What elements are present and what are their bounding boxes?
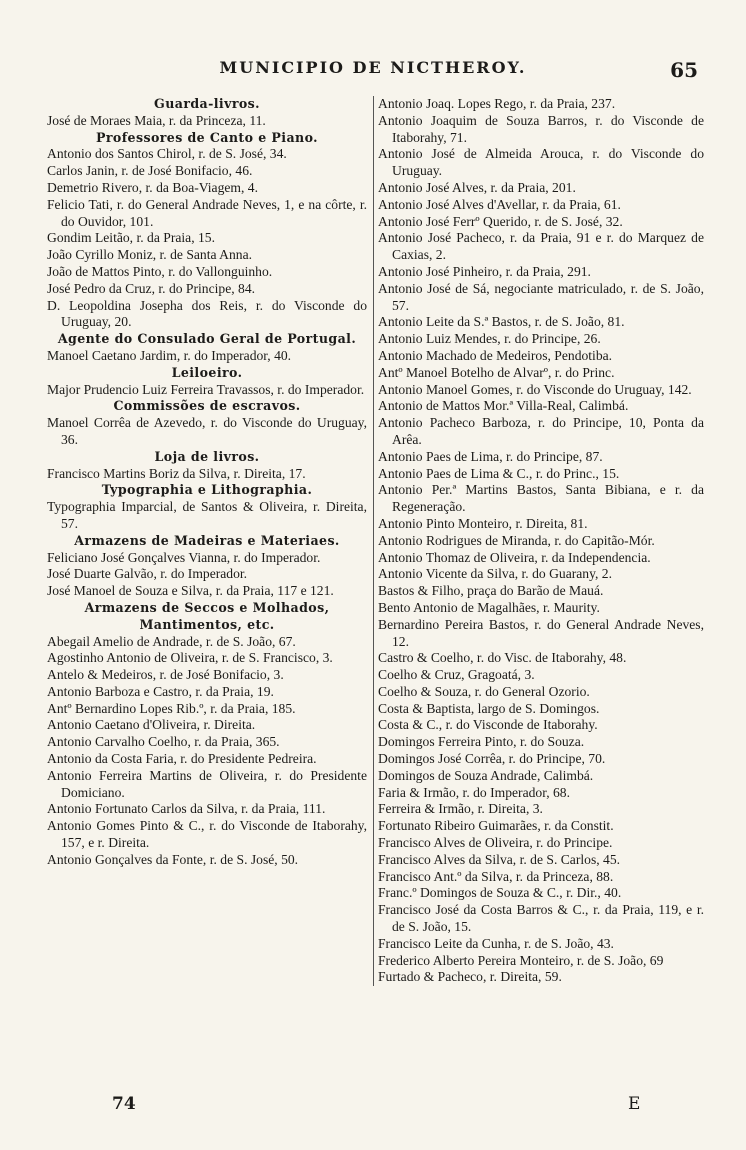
directory-entry: Antº Manoel Botelho de Alvarº, r. do Princ.	[378, 364, 615, 380]
directory-entry: Bento Antonio de Magalhães, r. Maurity.	[378, 599, 600, 615]
directory-entry: D. Leopoldina Josepha dos Reis, r. do Visconde do Uruguay, 20.	[47, 297, 367, 330]
directory-entry: Antonio José Alves, r. da Praia, 201.	[378, 179, 576, 195]
directory-entry: Antonio José Ferrº Querido, r. de S. José, 32.	[378, 213, 623, 229]
directory-entry: Francisco Leite da Cunha, r. de S. João, 43.	[378, 935, 614, 951]
section-heading: Commissões de escravos.	[113, 398, 301, 414]
directory-entry: Antelo & Medeiros, r. de José Bonifacio, 3.	[47, 667, 284, 683]
directory-entry: Antonio José Alves d'Avellar, r. da Praia, 61.	[378, 196, 621, 212]
directory-entry: Bernardino Pereira Bastos, r. do General Andrade Neves, 12.	[378, 616, 704, 649]
directory-entry: Faria & Irmão, r. do Imperador, 68.	[378, 784, 570, 800]
directory-entry: Antonio Pinto Monteiro, r. Direita, 81.	[378, 515, 588, 531]
directory-entry: Costa & Baptista, largo de S. Domingos.	[378, 700, 600, 716]
section-heading: Armazens de Madeiras e Materiaes.	[74, 532, 340, 548]
directory-entry: Felicio Tati, r. do General Andrade Neves, 1, e na côrte, r. do Ouvidor, 101.	[47, 196, 367, 229]
directory-entry: Antonio José de Sá, negociante matriculado, r. de S. João, 57.	[378, 280, 704, 313]
directory-entry: Domingos Ferreira Pinto, r. do Souza.	[378, 734, 585, 750]
directory-entry: Antonio Joaquim de Souza Barros, r. do Visconde de Itaborahy, 71.	[378, 112, 704, 145]
directory-entry: Gondim Leitão, r. da Praia, 15.	[47, 230, 215, 246]
directory-entry: Agostinho Antonio de Oliveira, r. de S. Francisco, 3.	[47, 650, 333, 666]
directory-entry: Antonio José de Almeida Arouca, r. do Visconde do Uruguay.	[378, 146, 704, 179]
directory-entry: Antonio Joaq. Lopes Rego, r. da Praia, 237.	[378, 96, 616, 111]
directory-entry: Antonio Barboza e Castro, r. da Praia, 19.	[47, 683, 274, 699]
directory-entry: José Manoel de Souza e Silva, r. da Praia, 117 e 121.	[47, 583, 334, 599]
directory-entry: Manoel Corrêa de Azevedo, r. do Visconde do Uruguay, 36.	[47, 415, 367, 447]
directory-entry: Francisco Ant.º da Silva, r. da Princeza, 88.	[378, 868, 614, 884]
section-heading: Loja de livros.	[154, 448, 260, 464]
directory-entry: Fortunato Ribeiro Guimarães, r. da Constit.	[378, 818, 614, 834]
directory-entry: Antonio Rodrigues de Miranda, r. do Capitão-Mór.	[378, 532, 655, 548]
directory-entry: Domingos José Corrêa, r. do Principe, 70.	[378, 751, 606, 767]
section-heading: Armazens de Seccos e Molhados, Mantimentos, etc.	[84, 599, 330, 632]
directory-entry: Antonio Per.ª Martins Bastos, Santa Bibiana, e r. da Regeneração.	[378, 482, 704, 515]
directory-entry: Antonio Paes de Lima & C., r. do Princ., 15.	[378, 465, 620, 481]
directory-entry: José Pedro da Cruz, r. do Principe, 84.	[47, 280, 256, 296]
directory-entry: Feliciano José Gonçalves Vianna, r. do Imperador.	[47, 549, 321, 565]
section-heading: Typographia e Lithographia.	[101, 482, 313, 498]
directory-entry: Antonio da Costa Faria, r. do Presidente Pedreira.	[47, 751, 317, 767]
directory-entry: Antonio Fortunato Carlos da Silva, r. da Praia, 111.	[47, 801, 326, 817]
directory-entry: José Duarte Galvão, r. do Imperador.	[47, 566, 248, 582]
directory-entry: Antonio Pacheco Barboza, r. do Principe, 10, Ponta da Arêa.	[378, 415, 704, 447]
directory-entry: Furtado & Pacheco, r. Direita, 59.	[378, 969, 562, 985]
right-column	[373, 96, 704, 986]
directory-entry: Antonio Thomaz de Oliveira, r. da Independencia.	[378, 549, 651, 565]
directory-entry: Francisco Martins Boriz da Silva, r. Direita, 17.	[47, 465, 306, 481]
directory-entry: Antonio Machado de Medeiros, Pendotiba.	[378, 347, 613, 363]
directory-entry: Costa & C., r. do Visconde de Itaborahy.	[378, 717, 598, 733]
section-heading: Agente do Consulado Geral de Portugal.	[57, 331, 357, 347]
directory-entry: Demetrio Rivero, r. da Boa-Viagem, 4.	[47, 179, 258, 195]
directory-entry: Franc.º Domingos de Souza & C., r. Dir., 40.	[378, 885, 622, 901]
directory-entry: Ferreira & Irmão, r. Direita, 3.	[378, 801, 543, 817]
directory-entry: Major Prudencio Luiz Ferreira Travassos, r. do Imperador.	[47, 381, 365, 397]
page-header-title: MUNICIPIO DE NICTHEROY.	[219, 58, 527, 77]
directory-entry: Francisco José da Costa Barros & C., r. da Praia, 119, e r. de S. João, 15.	[378, 902, 704, 935]
directory-entry: Typographia Imparcial, de Santos & Oliveira, r. Direita, 57.	[47, 499, 367, 531]
directory-entry: Coelho & Cruz, Gragoatá, 3.	[378, 667, 535, 683]
section-heading: Guarda-livros.	[154, 96, 260, 111]
directory-entry: Antonio Carvalho Coelho, r. da Praia, 365.	[47, 734, 280, 750]
directory-entry: Carlos Janin, r. de José Bonifacio, 46.	[47, 163, 253, 179]
directory-entry: Antonio Leite da S.ª Bastos, r. de S. João, 81.	[378, 314, 625, 330]
directory-entry: Antonio Luiz Mendes, r. do Principe, 26.	[378, 331, 601, 347]
directory-entry: Antonio dos Santos Chirol, r. de S. José, 34.	[47, 146, 287, 162]
footer-signature-letter: E	[628, 1094, 641, 1114]
directory-entry: Antonio Gomes Pinto & C., r. do Visconde de Itaborahy, 157, e r. Direita.	[47, 818, 367, 851]
directory-entry: Francisco Alves da Silva, r. de S. Carlos, 45.	[378, 851, 621, 867]
directory-entry: Castro & Coelho, r. do Visc. de Itaborahy, 48.	[378, 650, 627, 666]
directory-entry: José de Moraes Maia, r. da Princeza, 11.	[47, 112, 266, 128]
directory-entry: Antonio José Pacheco, r. da Praia, 91 e r. do Marquez de Caxias, 2.	[378, 230, 704, 263]
directory-entry: Antonio Caetano d'Oliveira, r. Direita.	[47, 717, 256, 733]
directory-entry: Bastos & Filho, praça do Barão de Mauá.	[378, 583, 604, 599]
directory-entry: Antonio Paes de Lima, r. do Principe, 87.	[378, 448, 603, 464]
page-number: 65	[670, 58, 698, 82]
directory-entry: Antonio Vicente da Silva, r. do Guarany, 2.	[378, 566, 613, 582]
directory-entry: Antonio José Pinheiro, r. da Praia, 291.	[378, 263, 591, 279]
directory-entry: Antonio Manoel Gomes, r. do Visconde do Uruguay, 142.	[378, 381, 692, 397]
directory-entry: Antonio Ferreira Martins de Oliveira, r. do Presidente Domiciano.	[47, 767, 367, 800]
section-heading: Professores de Canto e Piano.	[96, 129, 318, 145]
directory-entry: Coelho & Souza, r. do General Ozorio.	[378, 683, 590, 699]
footer-signature-number: 74	[112, 1094, 136, 1114]
left-column	[47, 96, 367, 869]
directory-entry: Manoel Caetano Jardim, r. do Imperador, 40.	[47, 347, 292, 363]
directory-entry: João de Mattos Pinto, r. do Vallonguinho.	[47, 263, 273, 279]
directory-entry: Domingos de Souza Andrade, Calimbá.	[378, 767, 594, 783]
directory-entry: Abegail Amelio de Andrade, r. de S. João, 67.	[47, 633, 296, 649]
directory-entry: Antº Bernardino Lopes Rib.º, r. da Praia, 185.	[47, 700, 296, 716]
directory-entry: Antonio de Mattos Mor.ª Villa-Real, Calimbá.	[378, 398, 629, 414]
directory-entry: Francisco Alves de Oliveira, r. do Principe.	[378, 835, 613, 851]
directory-entry: Frederico Alberto Pereira Monteiro, r. de S. João, 69	[378, 952, 664, 968]
directory-entry: João Cyrillo Moniz, r. de Santa Anna.	[47, 247, 253, 263]
directory-entry: Antonio Gonçalves da Fonte, r. de S. José, 50.	[47, 851, 299, 867]
section-heading: Leiloeiro.	[171, 364, 243, 380]
